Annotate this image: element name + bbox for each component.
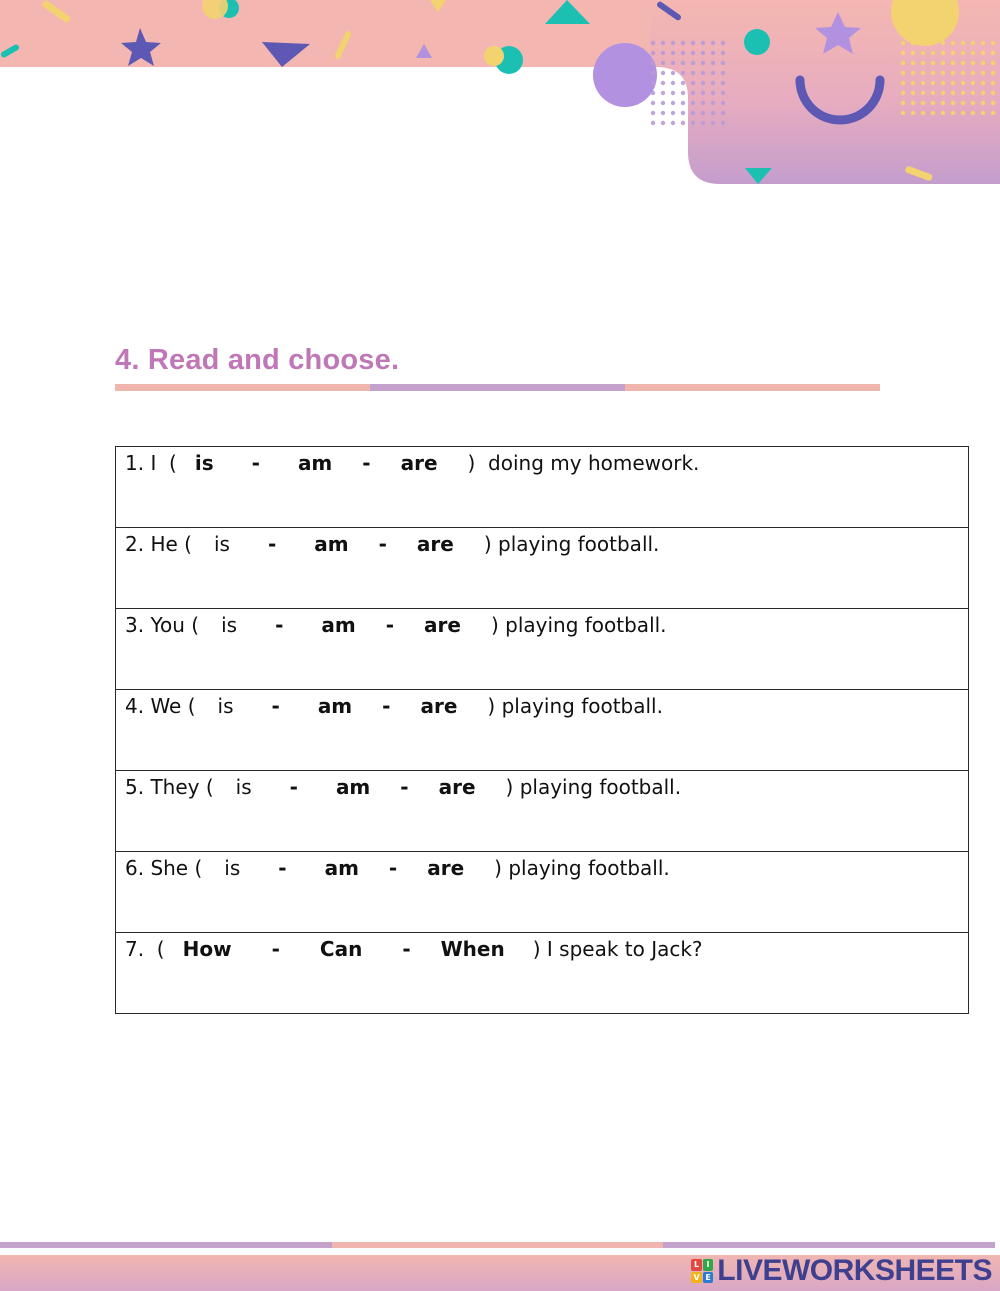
choice-option[interactable]: am [314,532,349,556]
choice-separator: - [271,937,280,961]
question-suffix: ) playing football. [490,613,667,637]
footer-rules [0,1242,995,1248]
choice-option[interactable]: is [217,694,234,718]
question-cell-7 [116,933,969,1014]
question-prefix: 2. He ( [125,532,192,556]
choice-option[interactable]: is [224,856,241,880]
question-cell-2 [116,528,969,609]
choice-option[interactable]: am [317,694,353,718]
question-row [116,609,969,690]
logo-letter: V [691,1272,702,1284]
question-row [116,933,969,1014]
choice-separator: - [402,937,411,961]
section-title: 4. Read and choose. [115,344,400,376]
choice-option[interactable]: am [297,451,333,475]
choice-separator: - [400,775,409,799]
choice-option[interactable]: is [213,532,230,556]
question-prefix: 4. We ( [125,694,196,718]
choice-option[interactable]: am [335,775,371,799]
choice-separator: - [385,613,395,637]
logo-letter: L [691,1259,702,1271]
choice-option[interactable]: is [235,775,252,799]
question-cell-4 [116,690,969,771]
question-prefix: 6. She ( [125,856,203,880]
choice-separator: - [267,532,277,556]
question-row [116,852,969,933]
choice-option[interactable]: Can [319,937,363,961]
choice-separator: - [382,694,391,718]
question-suffix: ) doing my homework. [467,451,700,475]
question-prefix: 5. They ( [125,775,214,799]
choice-separator: - [271,694,280,718]
choice-separator: - [362,451,371,475]
choice-separator: - [388,856,398,880]
question-row [116,447,969,528]
exercise-table [115,446,969,1014]
question-suffix: ) playing football. [487,694,663,718]
choice-option[interactable]: is [221,613,238,637]
question-prefix: 1. I ( [125,451,177,475]
logo-letter: E [703,1272,714,1284]
question-suffix: ) playing football. [494,856,670,880]
choice-option[interactable]: is [194,451,214,475]
liveworksheets-brand[interactable] [691,1253,992,1289]
title-underline [115,384,880,391]
question-row [116,528,969,609]
question-suffix: ) I speak to Jack? [532,937,703,961]
choice-separator: - [278,856,287,880]
question-row [116,771,969,852]
choice-option[interactable]: are [400,451,438,475]
question-cell-5 [116,771,969,852]
question-cell-3 [116,609,969,690]
question-prefix: 7. ( [125,937,165,961]
choice-option[interactable]: are [420,694,458,718]
question-row [116,690,969,771]
logo-letter: I [703,1259,714,1271]
choice-option[interactable]: are [424,613,461,637]
decorative-header-banner [0,0,1000,190]
question-suffix: ) playing football. [505,775,682,799]
choice-separator: - [289,775,298,799]
brand-name: LIVEWORKSHEETS [717,1254,992,1287]
question-cell-1 [116,447,969,528]
liveworksheets-logo-icon [691,1259,713,1283]
choice-separator: - [275,613,284,637]
question-prefix: 3. You ( [125,613,200,637]
choice-separator: - [378,532,387,556]
choice-option[interactable]: am [324,856,359,880]
question-cell-6 [116,852,969,933]
choice-separator: - [251,451,260,475]
choice-option[interactable]: are [438,775,476,799]
question-suffix: ) playing football. [483,532,660,556]
choice-option[interactable]: am [321,613,356,637]
choice-option[interactable]: are [416,532,454,556]
choice-option[interactable]: are [427,856,465,880]
choice-option[interactable]: How [182,937,232,961]
choice-option[interactable]: When [440,937,505,961]
